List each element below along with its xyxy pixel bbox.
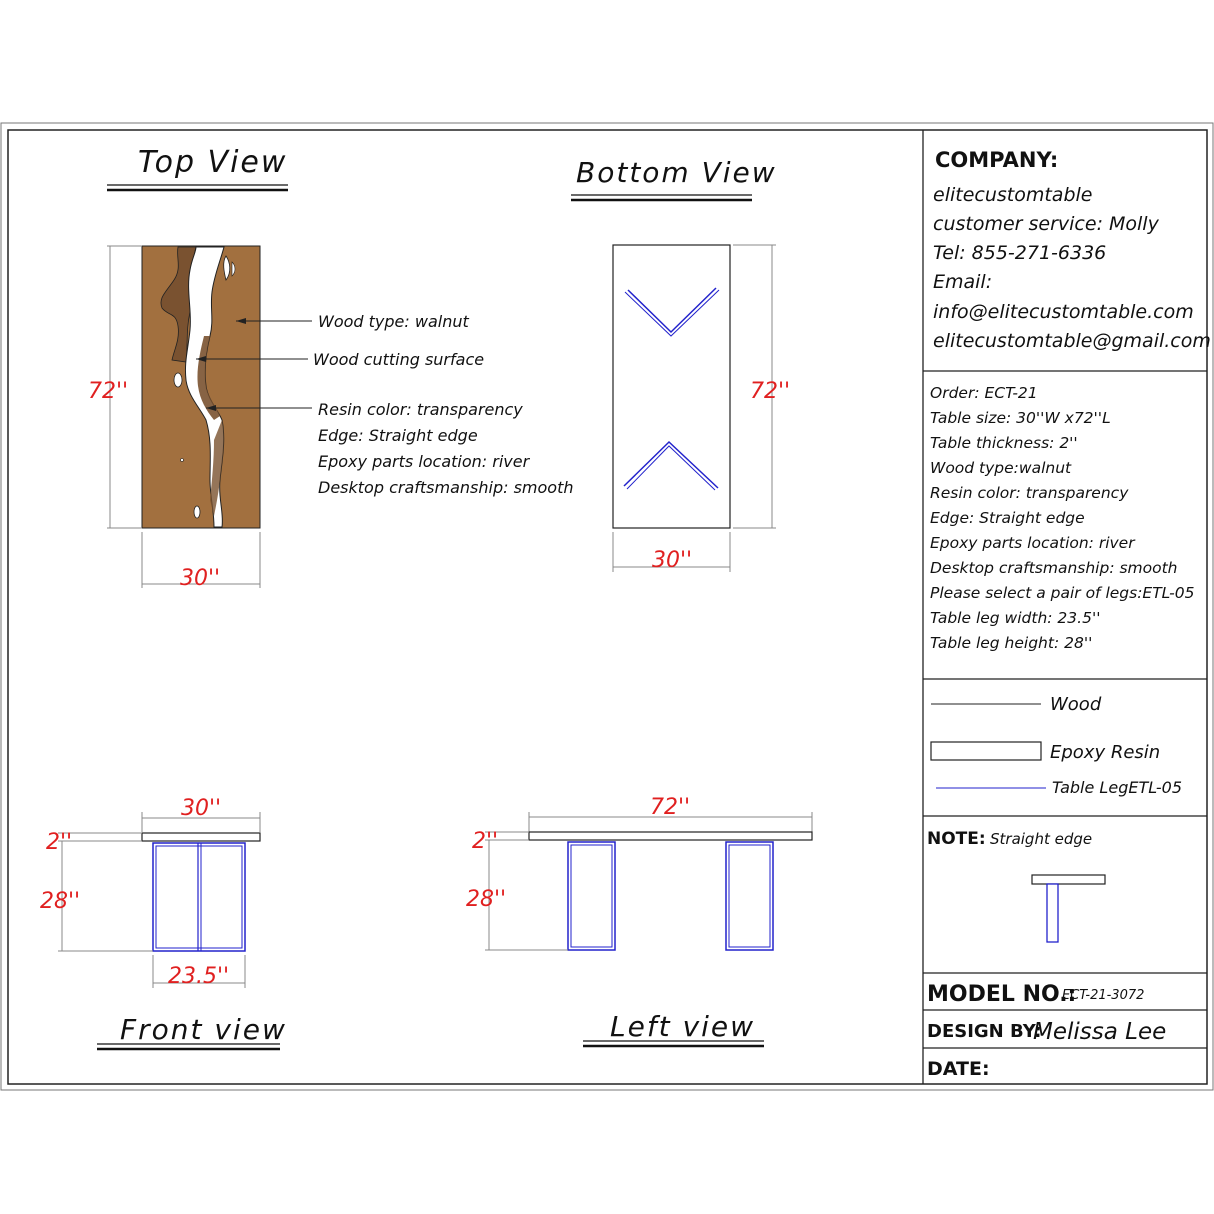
front-leg-width-dim: 23.5'' [168,964,230,989]
spec-list [930,384,1194,652]
front-leg-height-dim: 28'' [40,889,81,914]
bottom-view-title: Bottom View [576,156,777,189]
left-leg-2 [726,842,773,950]
company-tel: Tel: 855-271-6336 [933,242,1107,264]
bottom-width-dim: 30'' [652,548,693,573]
note-label: NOTE: [927,829,986,849]
front-thickness-dim: 2'' [46,830,73,855]
left-view-title: Left view [610,1010,756,1043]
front-tabletop [142,833,260,841]
company-heading: COMPANY: [935,148,1059,172]
design-row [927,1019,1166,1045]
edge-profile-top [1032,875,1105,884]
edge-profile-leg [1047,884,1058,942]
legend-leg-label: Table LegETL-05 [1052,778,1183,797]
top-width-dim: 30'' [180,566,221,591]
legend-wood-label: Wood [1050,694,1102,715]
spec-line: Table thickness: 2'' [930,434,1078,452]
model-row [927,982,1144,1007]
spec-line: Resin color: transparency [930,484,1129,502]
legend [931,694,1182,797]
callout-craftsmanship: Desktop craftsmanship: smooth [318,478,574,497]
spec-line: Wood type:walnut [930,459,1072,477]
left-tabletop [529,832,812,840]
callout-resin-color: Resin color: transparency [318,400,523,419]
model-value: ECT-21-3072 [1062,988,1145,1003]
left-view [466,795,812,1046]
spec-line: Please select a pair of legs:ETL-05 [930,584,1195,602]
callout-cutting-surface: Wood cutting surface [313,350,485,369]
spec-line: Epoxy parts location: river [930,534,1135,552]
spec-line: Table size: 30''W x72''L [930,409,1111,427]
company-service: customer service: Molly [933,213,1159,235]
front-leg [153,843,245,951]
front-view-title: Front view [120,1013,287,1046]
spec-line: Table leg height: 28'' [930,634,1093,652]
left-leg-1 [568,842,615,950]
design-value: Melissa Lee [1033,1019,1167,1045]
company-email-1: info@elitecustomtable.com [933,301,1194,323]
company-block [933,148,1211,352]
left-length-dim: 72'' [650,795,691,820]
callout-wood-type: Wood type: walnut [318,312,469,331]
note-value: Straight edge [990,830,1093,848]
front-width-dim: 30'' [181,796,222,821]
front-view [40,796,287,1049]
legend-resin-label: Epoxy Resin [1050,742,1161,763]
top-height-dim: 72'' [88,379,129,404]
spec-line: Desktop craftsmanship: smooth [930,559,1178,577]
note-block [927,829,1105,942]
left-leg-height-dim: 28'' [466,887,507,912]
callout-epoxy-location: Epoxy parts location: river [318,452,530,471]
bottom-height-dim: 72'' [750,379,791,404]
callout-edge: Edge: Straight edge [318,426,478,445]
top-view-title: Top View [138,145,288,180]
company-email-label: Email: [933,271,993,293]
company-email-2: elitecustomtable@gmail.com [933,330,1211,352]
date-label: DATE: [927,1058,990,1080]
spec-line: Table leg width: 23.5'' [930,609,1101,627]
company-name: elitecustomtable [933,184,1093,206]
legend-resin-swatch [931,742,1041,760]
spec-line: Order: ECT-21 [930,384,1038,402]
left-thickness-dim: 2'' [472,829,499,854]
top-view [88,145,574,591]
bottom-view [571,156,790,573]
spec-line: Edge: Straight edge [930,509,1085,527]
date-row [927,1058,990,1080]
design-label: DESIGN BY: [927,1021,1042,1042]
model-label: MODEL NO.: [927,982,1077,1007]
